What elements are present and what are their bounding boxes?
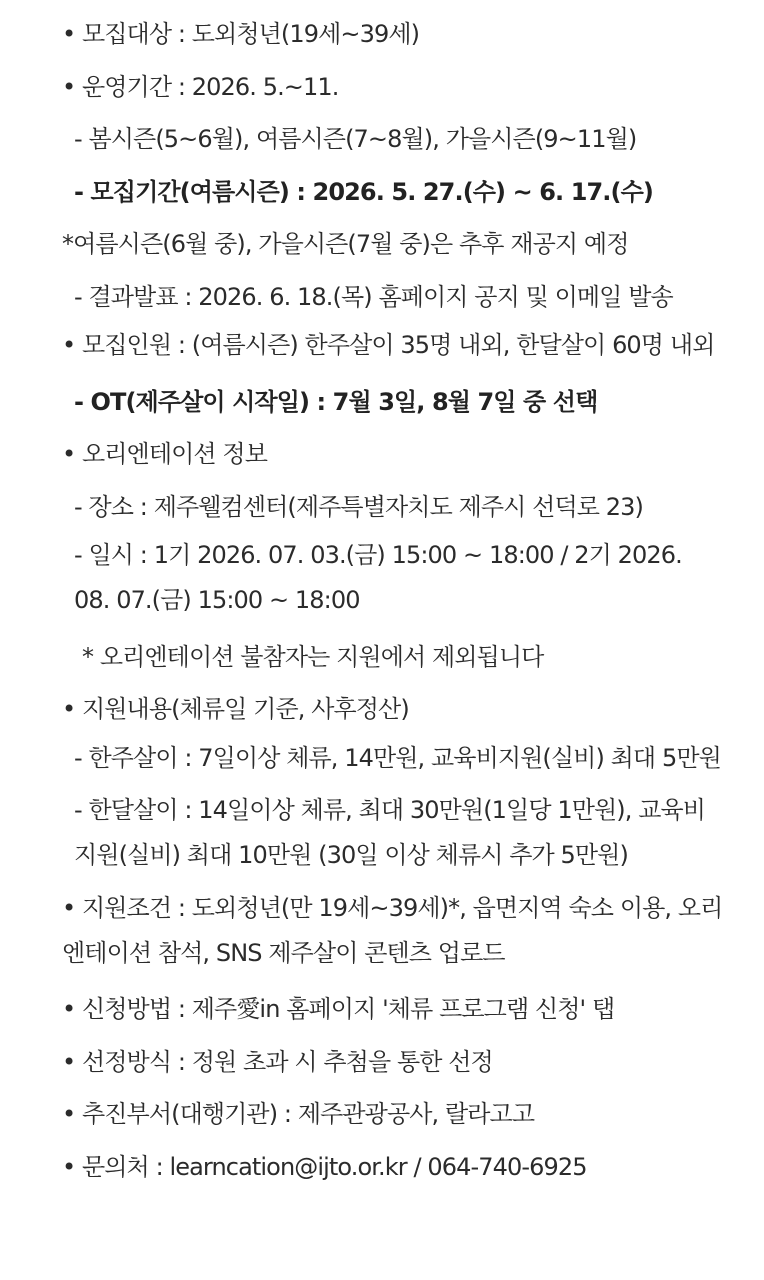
orientation-schedule: - 일시 : 1기 2026. 07. 03.(금) 15:00 ~ 18:00 / 2기 2026. 08. 07.(금) 15:00 ~ 18:00 [74, 541, 682, 614]
recruit-target: • 모집대상 : 도외청년(19세~39세) [62, 20, 420, 48]
result-announcement: - 결과발표 : 2026. 6. 18.(목) 홈페이지 공지 및 이메일 발송 [74, 282, 673, 311]
application-method: • 신청방법 : 제주愛in 홈페이지 '체류 프로그램 신청' 탭 [62, 995, 615, 1023]
selection-method: • 선정방식 : 정원 초과 시 추첨을 통한 선정 [62, 1047, 493, 1076]
support-details-heading: • 지원내용(체류일 기준, 사후정산) [62, 695, 409, 723]
support-one-month: - 한달살이 : 14일이상 체류, 최대 30만원(1일당 1만원), 교육비지원(실비) 최대 10만원 (30일 이상 체류시 추가 5만원) [74, 796, 706, 869]
season-list: - 봄시즌(5~6월), 여름시즌(7~8월), 가을시즌(9~11월) [74, 125, 637, 153]
support-conditions: • 지원조건 : 도외청년(만 19세~39세)*, 읍면지역 숙소 이용, 오리엔테이션 참석, SNS 제주살이 콘텐츠 업로드 [62, 893, 723, 967]
recruit-count: • 모집인원 : (여름시즌) 한주살이 35명 내외, 한달살이 60명 내외 [62, 331, 715, 359]
ot-start-date: - OT(제주살이 시작일) : 7월 3일, 8월 7일 중 선택 [74, 387, 598, 416]
orientation-location: - 장소 : 제주웰컴센터(제주특별자치도 제주시 선덕로 23) [74, 492, 643, 521]
recruit-period: - 모집기간(여름시즌) : 2026. 5. 27.(수) ~ 6. 17.(수) [74, 177, 653, 206]
orientation-info-heading: • 오리엔테이션 정보 [62, 440, 267, 468]
operation-period: • 운영기간 : 2026. 5.~11. [62, 72, 339, 101]
support-one-week: - 한주살이 : 7일이상 체류, 14만원, 교육비지원(실비) 최대 5만원 [74, 743, 721, 772]
department: • 추진부서(대행기관) : 제주관광공사, 랄라고고 [62, 1100, 535, 1128]
contact-info: • 문의처 : learncation@ijto.or.kr / 064-740-6925 [62, 1152, 587, 1181]
orientation-absence-note: * 오리엔테이션 불참자는 지원에서 제외됩니다 [82, 642, 544, 671]
season-note: *여름시즌(6월 중), 가을시즌(7월 중)은 추후 재공지 예정 [62, 230, 629, 258]
